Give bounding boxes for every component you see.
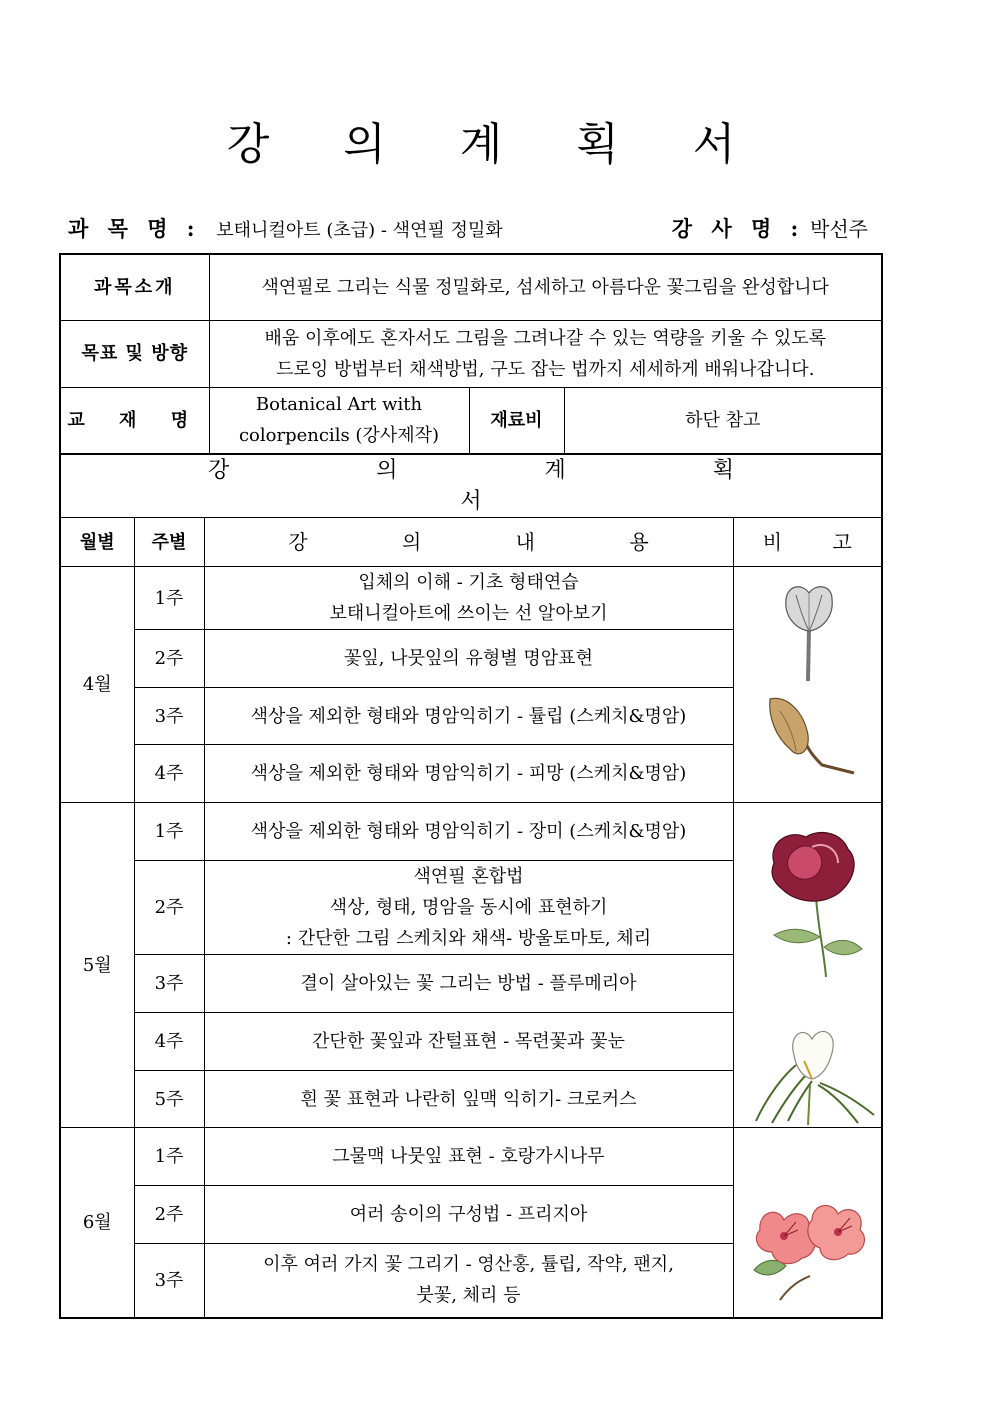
notes-cell-april [733, 567, 882, 803]
week-cell: 3주 [134, 1244, 204, 1318]
lecture-plan-table [59, 453, 883, 1319]
content-cell: 흰 꽃 표현과 나란히 잎맥 익히기- 크로커스 [204, 1071, 733, 1128]
course-meta [68, 213, 868, 245]
goal-label: 목표 및 방향 [60, 320, 209, 387]
week-cell: 2주 [134, 1186, 204, 1244]
page-title: 강 의 계 획 서 [226, 119, 766, 170]
col-month-header: 월별 [60, 518, 134, 567]
crocus-illustration [748, 1025, 878, 1125]
goal-line-1: 배움 이후에도 혼자서도 그림을 그려나갈 수 있는 역량을 키울 수 있도록 [264, 327, 826, 349]
content-line: 붓꽃, 체리 등 [416, 1285, 521, 1307]
course-name-label: 과 목 명 : [68, 216, 201, 241]
col-notes-header: 비 고 [733, 518, 882, 567]
course-name-field [68, 213, 503, 243]
table-row [60, 803, 882, 861]
instructor-label: 강 사 명 : [671, 216, 805, 241]
content-line: 색상, 형태, 명암을 동시에 표현하기 [329, 897, 608, 918]
instructor-field [672, 213, 868, 243]
week-cell: 1주 [134, 803, 204, 861]
intro-value: 색연필로 그리는 식물 정밀화로, 섬세하고 아름다운 꽃그림을 완성합니다 [209, 254, 882, 320]
col-content-header: 강 의 내 용 [204, 518, 733, 567]
plan-section-row [60, 454, 882, 518]
content-cell: 색상을 제외한 형태와 명암익히기 - 튤립 (스케치&명암) [204, 688, 733, 745]
month-cell: 4월 [60, 567, 134, 803]
table-row [60, 567, 882, 630]
textbook-label: 교 재 명 [60, 387, 209, 454]
goal-value [209, 320, 882, 387]
content-line: 이후 여러 가지 꽃 그리기 - 영산홍, 튤립, 작약, 팬지, [263, 1254, 674, 1276]
table-row [60, 1128, 882, 1186]
month-cell: 6월 [60, 1128, 134, 1318]
tulip-illustration [774, 581, 844, 681]
content-line: : 간단한 그림 스케치와 채색- 방울토마토, 체리 [285, 928, 652, 949]
course-name-value: 보태니컬아트 (초급) - 색연필 정밀화 [216, 220, 503, 241]
plan-section-title: 강 의 계 획 서 [60, 454, 882, 518]
course-info-table [59, 253, 883, 455]
week-cell: 1주 [134, 1128, 204, 1186]
content-cell [204, 567, 733, 630]
notes-cell-june [733, 1128, 882, 1318]
azalea-illustration [750, 1200, 870, 1310]
content-cell: 꽃잎, 나뭇잎의 유형별 명암표현 [204, 630, 733, 688]
content-line: 색연필 혼합법 [413, 866, 524, 887]
content-cell: 색상을 제외한 형태와 명암익히기 - 피망 (스케치&명암) [204, 745, 733, 803]
content-cell [204, 1244, 733, 1318]
content-cell [204, 861, 733, 955]
textbook-row [60, 387, 882, 454]
content-line: 보태니컬아트에 쓰이는 선 알아보기 [329, 603, 608, 624]
content-line: 입체의 이해 - 기초 형태연습 [358, 572, 579, 593]
bud-illustration [762, 693, 857, 778]
content-cell: 간단한 꽃잎과 잔털표현 - 목련꽃과 꽃눈 [204, 1013, 733, 1071]
content-cell: 색상을 제외한 형태와 명암익히기 - 장미 (스케치&명암) [204, 803, 733, 861]
notes-cell-may [733, 803, 882, 1128]
week-cell: 3주 [134, 955, 204, 1013]
goal-line-2: 드로잉 방법부터 채색방법, 구도 잡는 법까지 세세하게 배워나갑니다. [276, 358, 815, 380]
week-cell: 4주 [134, 1013, 204, 1071]
week-cell: 2주 [134, 861, 204, 955]
textbook-line-2: colorpencils (강사제작) [238, 425, 440, 447]
week-cell: 4주 [134, 745, 204, 803]
material-value: 하단 참고 [564, 387, 882, 454]
month-cell: 5월 [60, 803, 134, 1128]
col-week-header: 주별 [134, 518, 204, 567]
week-cell: 5주 [134, 1071, 204, 1128]
textbook-line-1: Botanical Art with [255, 394, 423, 416]
material-label: 재료비 [469, 387, 564, 454]
intro-label: 과목소개 [60, 254, 209, 320]
content-cell: 그물맥 나뭇잎 표현 - 호랑가시나무 [204, 1128, 733, 1186]
content-cell: 결이 살아있는 꽃 그리는 방법 - 플루메리아 [204, 955, 733, 1013]
week-cell: 3주 [134, 688, 204, 745]
intro-row [60, 254, 882, 320]
textbook-value [209, 387, 469, 454]
plan-header-row [60, 518, 882, 567]
week-cell: 1주 [134, 567, 204, 630]
week-cell: 2주 [134, 630, 204, 688]
rose-illustration [754, 827, 869, 977]
instructor-value: 박선주 [810, 217, 868, 241]
content-cell: 여러 송이의 구성법 - 프리지아 [204, 1186, 733, 1244]
goal-row [60, 320, 882, 387]
